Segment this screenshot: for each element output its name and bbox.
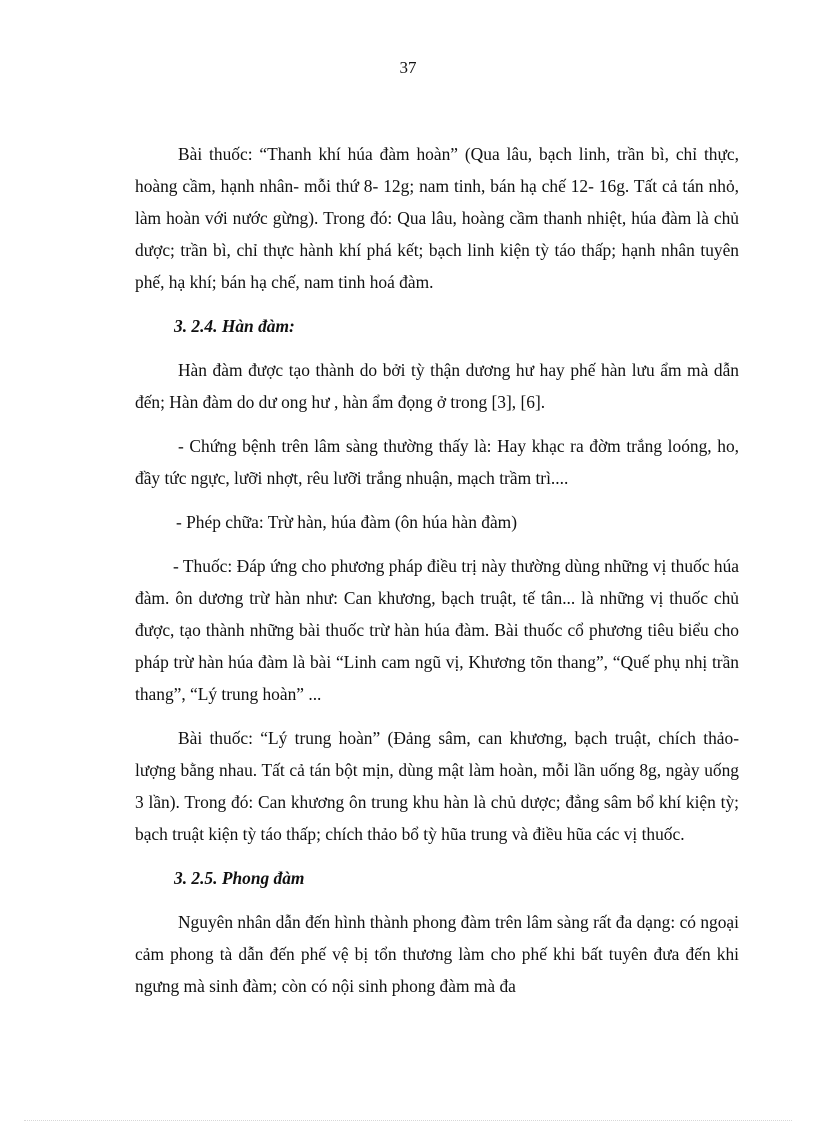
paragraph-han-dam-medicine: - Thuốc: Đáp ứng cho phương pháp điều trị này thường dùng những vị thuốc húa đàm. ôn dương trừ hàn như: Can khương, bạch truật, tế tân... là những vị thuốc chủ được, tạo thành những bài thuốc trừ hàn húa đàm. Bài thuốc cổ phương tiêu biểu cho pháp trừ hàn húa đàm là bài “Linh cam ngũ vị, Khương tõn thang”, “Quế phụ nhị trần thang”, “Lý trung hoàn” ... (135, 556, 739, 704)
paragraph-han-dam-treatment-method: - Phép chữa: Trừ hàn, húa đàm (ôn húa hàn đàm) (176, 512, 517, 532)
page-bottom-divider (24, 1120, 792, 1121)
section-heading-phong-dam: 3. 2.5. Phong đàm (174, 868, 305, 888)
section-heading-han-dam: 3. 2.4. Hàn đàm: (174, 316, 295, 336)
paragraph-han-dam-definition: Hàn đàm được tạo thành do bởi tỳ thận dương hư hay phế hàn lưu ẩm mà dẫn đến; Hàn đàm do dư ong hư , hàn ẩm đọng ở trong [3], [6]. (135, 360, 739, 412)
paragraph-han-dam-symptoms: - Chứng bệnh trên lâm sàng thường thấy là: Hay khạc ra đờm trắng loóng, ho, đầy tức ngực, lưỡi nhợt, rêu lưỡi trắng nhuận, mạch trầm trì.... (135, 436, 739, 488)
page-body (135, 138, 739, 1002)
paragraph-phong-dam-causes: Nguyên nhân dẫn đến hình thành phong đàm trên lâm sàng rất đa dạng: có ngoại cảm phong tà dẫn đến phế vệ bị tổn thương làm cho phế khi bất tuyên đưa đến khi ngưng mà sinh đàm; còn có nội sinh phong đàm mà đa (135, 912, 739, 996)
page-number: 37 (399, 58, 417, 77)
paragraph-ly-trung-hoan: Bài thuốc: “Lý trung hoàn” (Đảng sâm, can khương, bạch truật, chích thảo- lượng bằng nhau. Tất cả tán bột mịn, dùng mật làm hoàn, mỗi lần uống 8g, ngày uống 3 lần). Trong đó: Can khương ôn trung khu hàn là chủ dược; đẳng sâm bổ khí kiện tỳ; bạch truật kiện tỳ táo thấp; chích thảo bổ tỳ hũa trung và điều hũa các vị thuốc. (135, 728, 739, 844)
paragraph-thanh-khi-hua-dam-hoan: Bài thuốc: “Thanh khí húa đàm hoàn” (Qua lâu, bạch linh, trần bì, chỉ thực, hoàng cầm, hạnh nhân- mỗi thứ 8- 12g; nam tinh, bán hạ chế 12- 16g. Tất cả tán nhỏ, làm hoàn với nước gừng). Trong đó: Qua lâu, hoàng cầm thanh nhiệt, húa đàm là chủ dược; trần bì, chỉ thực hành khí phá kết; bạch linh kiện tỳ táo thấp; hạnh nhân tuyên phế, hạ khí; bán hạ chế, nam tinh hoá đàm. (135, 144, 739, 292)
